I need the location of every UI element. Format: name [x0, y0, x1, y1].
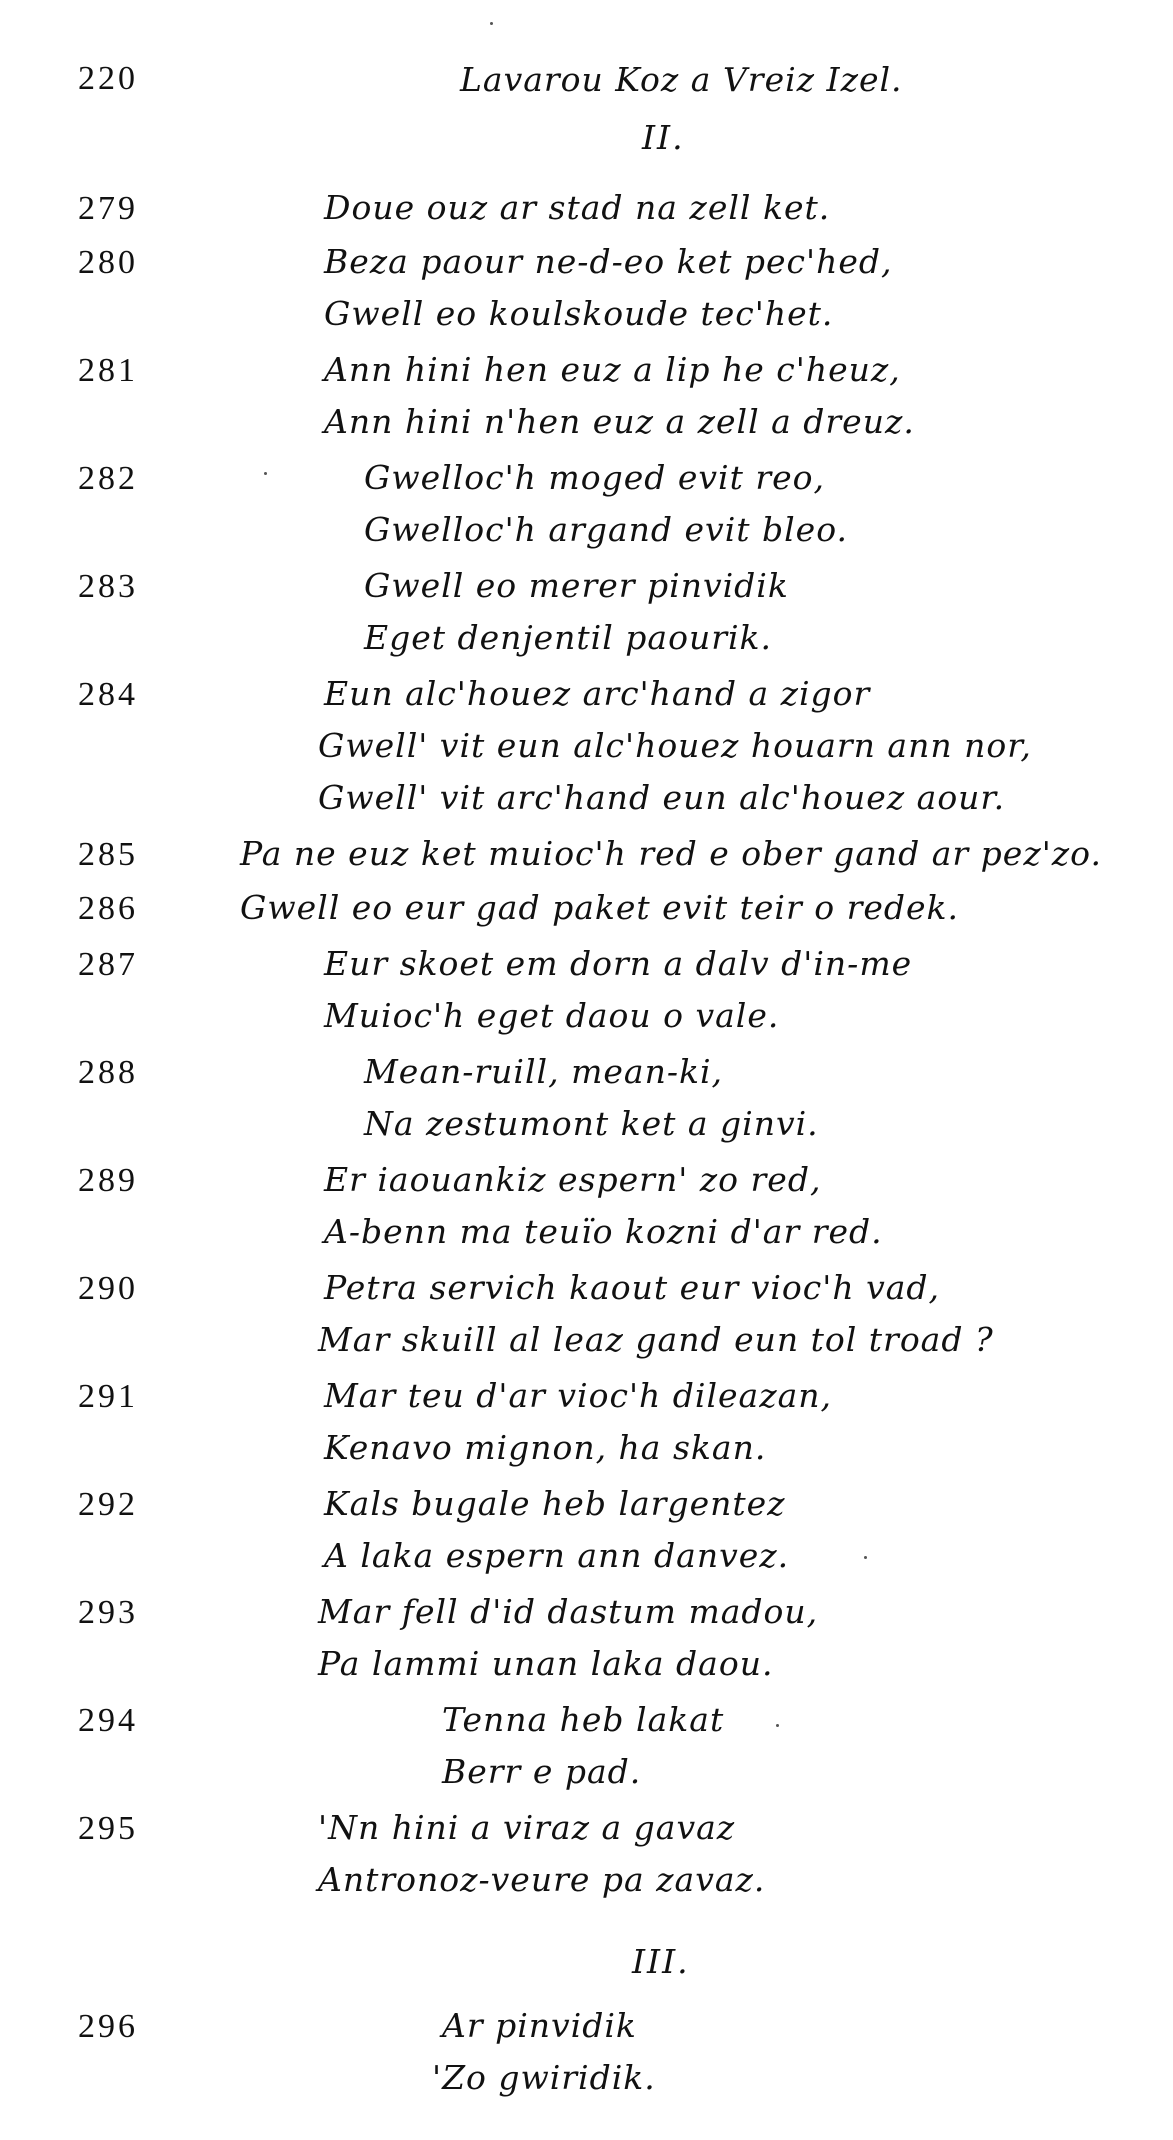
verse-line: Petra servich kaout eur vioc'h vad, — [324, 1268, 940, 1307]
verse-line: Mar fell d'id dastum madou, — [318, 1592, 819, 1631]
verse-line: Gwell' vit eun alc'houez houarn ann nor, — [318, 726, 1032, 765]
verse-line: Na zestumont ket a ginvi. — [364, 1104, 819, 1143]
verse-line: Antronoz-veure pa zavaz. — [318, 1860, 766, 1899]
proverb-number: 279 — [78, 190, 138, 227]
proverb-number: 284 — [78, 676, 138, 713]
page-number: 220 — [78, 60, 138, 97]
proverb-number: 290 — [78, 1270, 138, 1307]
proverb-number: 296 — [78, 2008, 138, 2045]
verse-line: Ann hini n'hen euz a zell a dreuz. — [324, 402, 915, 441]
verse-line: Tenna heb lakat — [442, 1700, 725, 1739]
section-heading-iii: III. — [632, 1942, 690, 1981]
verse-line: Gwelloc'h argand evit bleo. — [364, 510, 848, 549]
verse-line: Eun alc'houez arc'hand a zigor — [324, 674, 871, 713]
proverb-number: 280 — [78, 244, 138, 281]
proverb-number: 286 — [78, 890, 138, 927]
verse-line: Ann hini hen euz a lip he c'heuz, — [324, 350, 901, 389]
verse-line: Gwell eo koulskoude tec'het. — [324, 294, 834, 333]
verse-line: A laka espern ann danvez. — [324, 1536, 790, 1575]
proverb-number: 295 — [78, 1810, 138, 1847]
verse-line: Mar teu d'ar vioc'h dileazan, — [324, 1376, 832, 1415]
verse-line: Gwell' vit arc'hand eun alc'houez aour. — [318, 778, 1006, 817]
proverb-number: 288 — [78, 1054, 138, 1091]
print-speck — [776, 1724, 779, 1727]
verse-line: Mean-ruill, mean-ki, — [364, 1052, 724, 1091]
print-speck — [264, 472, 267, 475]
verse-line: Kenavo mignon, ha skan. — [324, 1428, 767, 1467]
proverb-number: 294 — [78, 1702, 138, 1739]
verse-line: Pa lammi unan laka daou. — [318, 1644, 774, 1683]
verse-line: 'Nn hini a viraz a gavaz — [318, 1808, 736, 1847]
section-heading-ii: II. — [642, 118, 685, 157]
verse-line: Pa ne euz ket muioc'h red e ober gand ar pez'zo. — [240, 834, 1102, 873]
verse-line: Beza paour ne-d-eo ket pec'hed, — [324, 242, 893, 281]
print-speck — [864, 1556, 867, 1559]
verse-line: Gwell eo eur gad paket evit teir o redek. — [240, 888, 960, 927]
proverb-number: 282 — [78, 460, 138, 497]
proverb-number: 293 — [78, 1594, 138, 1631]
print-speck — [490, 22, 493, 25]
verse-line: Doue ouz ar stad na zell ket. — [324, 188, 831, 227]
proverb-number: 285 — [78, 836, 138, 873]
proverb-number: 281 — [78, 352, 138, 389]
verse-line: Eur skoet em dorn a dalv d'in-me — [324, 944, 913, 983]
verse-line: Mar skuill al leaz gand eun tol troad ? — [318, 1320, 994, 1359]
verse-line: Gwell eo merer pinvidik — [364, 566, 789, 605]
verse-line: 'Zo gwiridik. — [432, 2058, 656, 2097]
proverb-number: 283 — [78, 568, 138, 605]
verse-line: Eget denjentil paourik. — [364, 618, 773, 657]
proverb-number: 289 — [78, 1162, 138, 1199]
verse-line: A-benn ma teuïo kozni d'ar red. — [324, 1212, 883, 1251]
verse-line: Berr e pad. — [442, 1752, 642, 1791]
verse-line: Er iaouankiz espern' zo red, — [324, 1160, 822, 1199]
verse-line: Gwelloc'h moged evit reo, — [364, 458, 825, 497]
verse-line: Kals bugale heb largentez — [324, 1484, 786, 1523]
verse-line: Ar pinvidik — [442, 2006, 637, 2045]
proverb-number: 292 — [78, 1486, 138, 1523]
verse-line: Muioc'h eget daou o vale. — [324, 996, 780, 1035]
running-title: Lavarou Koz a Vreiz Izel. — [460, 60, 903, 99]
proverb-number: 291 — [78, 1378, 138, 1415]
proverb-number: 287 — [78, 946, 138, 983]
